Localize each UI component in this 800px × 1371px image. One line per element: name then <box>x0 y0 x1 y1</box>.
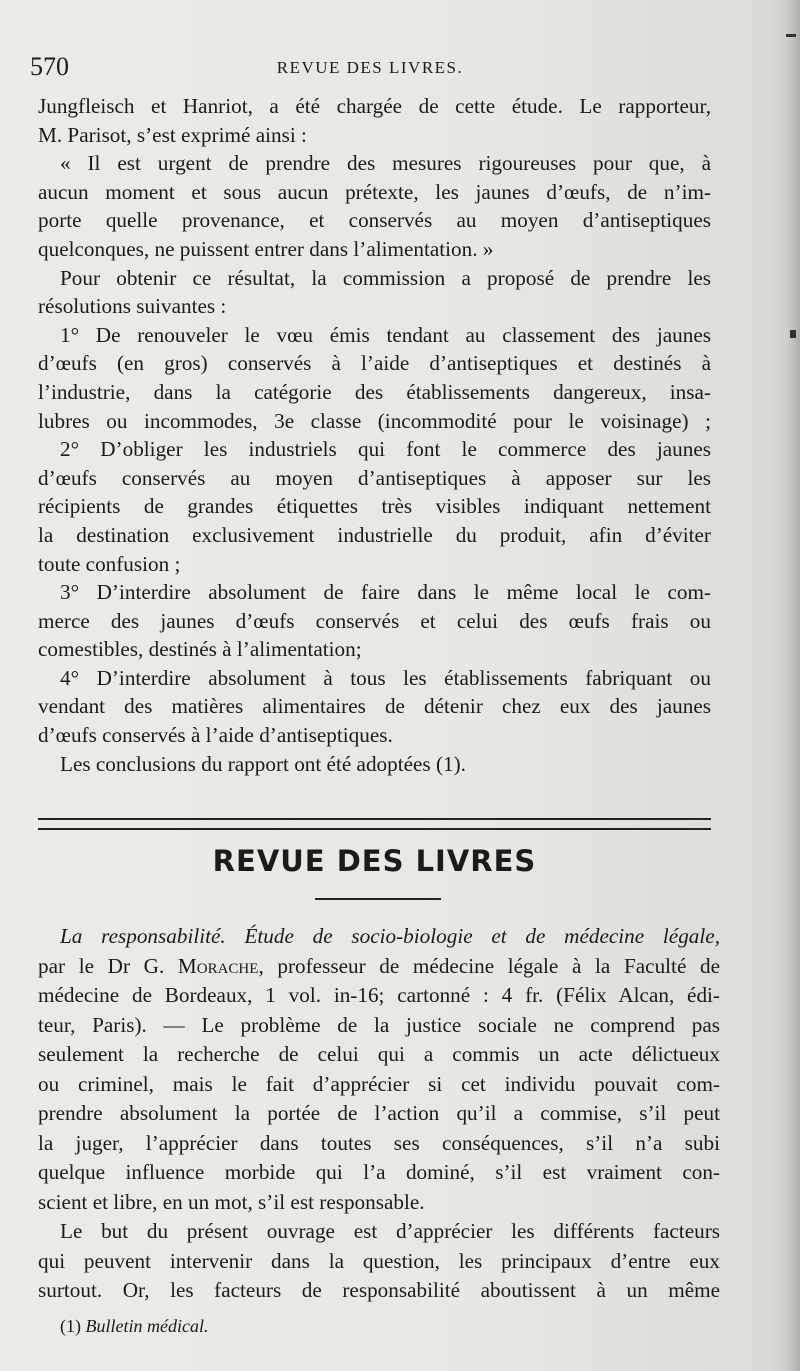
text-line: 3° D’interdire absolument de faire dans le même local le com- <box>60 580 711 605</box>
text-line: Jungfleisch et Hanriot, a été chargée de cette étude. Le rapporteur, <box>38 94 711 118</box>
text-line: porte quelle provenance, et conservés au moyen d’antiseptiques <box>38 208 711 233</box>
text-line: résolutions suivantes : <box>38 294 227 319</box>
edge-mark <box>790 330 796 338</box>
text-line: d’œufs conservés au moyen d’antiseptiques à apposer sur les <box>38 465 711 490</box>
by-label: par le Dr <box>38 953 131 978</box>
text-line: récipients de grandes étiquettes très visibles indiquant nettement <box>38 494 711 519</box>
text-line: surtout. Or, les facteurs de responsabilité aboutissent à un même <box>38 1278 720 1302</box>
text-line: quelque influence morbide qui l’a dominé, s’il est vraiment con- <box>38 1160 720 1184</box>
page-number: 570 <box>30 52 69 81</box>
text-line: merce des jaunes d’œufs conservés et celui des œufs frais ou <box>38 608 711 633</box>
edge-mark <box>786 34 796 37</box>
text-line: comestibles, destinés à l’alimentation; <box>38 637 362 662</box>
text-line: l’industrie, dans la catégorie des établissements dangereux, insa- <box>38 379 711 404</box>
text-line: médecine de Bordeaux, 1 vol. in-16; cartonné : 4 fr. (Félix Alcan, édi- <box>38 983 720 1007</box>
text-line: 4° D’interdire absolument à tous les établissements fabriquant ou <box>60 665 711 690</box>
book-title: La responsabilité. Étude de socio-biologie et de médecine légale, <box>60 924 720 948</box>
text-line: teur, Paris). — Le problème de la justice sociale ne comprend pas <box>38 1012 720 1037</box>
text-line: lubres ou incommodes, 3e classe (incommodité pour le voisinage) ; <box>38 408 711 433</box>
text-line: la juger, l’apprécier dans toutes ses conséquences, s’il n’a subi <box>38 1130 720 1155</box>
text-line: 2° D’obliger les industriels qui font le commerce des jaunes <box>60 437 711 462</box>
text-line: qui peuvent intervenir dans la question, les principaux d’entre eux <box>38 1248 720 1273</box>
running-title: REVUE DES LIVRES. <box>276 58 464 77</box>
text-line: aucun moment et sous aucun prétexte, les jaunes d’œufs, de n’im- <box>38 179 711 204</box>
text-line: Les conclusions du rapport ont été adoptées (1). <box>60 751 466 776</box>
text-line: prendre absolument la portée de l’action qu’il a commise, s’il peut <box>38 1101 720 1125</box>
text-line: 1° De renouveler le vœu émis tendant au classement des jaunes <box>60 322 711 347</box>
text-line: d’œufs conservés à l’aide d’antiseptiques. <box>38 723 393 748</box>
footnote-source: Bulletin médical. <box>85 1316 209 1336</box>
page-edge-shadow <box>786 0 800 1371</box>
text-line: ou criminel, mais le fait d’apprécier si cet individu pouvait com- <box>38 1071 720 1096</box>
text-line: Pour obtenir ce résultat, la commission a proposé de prendre les <box>60 265 711 290</box>
author-name: G. Morache <box>143 953 259 978</box>
text-line: « Il est urgent de prendre des mesures rigoureuses pour que, à <box>60 151 711 176</box>
text-line: seulement la recherche de celui qui a commis un acte délictueux <box>38 1042 720 1066</box>
author-title: , professeur de médecine légale à la Faculté de <box>258 953 721 978</box>
text-line: quelconques, ne puissent entrer dans l’alimentation. » <box>38 236 494 261</box>
footnote-marker: (1) <box>60 1316 81 1336</box>
text-line: toute confusion ; <box>38 551 181 576</box>
page-header <box>30 52 710 82</box>
double-rule-divider <box>38 818 711 830</box>
book-review <box>38 922 720 1306</box>
text-line: vendant des matières alimentaires de détenir chez eux des jaunes <box>38 694 711 719</box>
title-underline <box>315 898 441 900</box>
review-book-title <box>38 922 720 952</box>
text-line: la destination exclusivement industrielle du produit, afin d’éviter <box>38 522 711 547</box>
section-title: REVUE DES LIVRES <box>212 844 537 878</box>
footnote <box>60 1316 208 1337</box>
text-line <box>38 952 720 982</box>
text-line: M. Parisot, s’est exprimé ainsi : <box>38 122 307 147</box>
article-conclusion <box>38 92 711 778</box>
text-line: scient et libre, en un mot, s’il est responsable. <box>38 1189 425 1214</box>
text-line: d’œufs (en gros) conservés à l’aide d’antiseptiques et destinés à <box>38 351 711 376</box>
text-line: Le but du présent ouvrage est d’apprécier les différents facteurs <box>60 1219 720 1243</box>
